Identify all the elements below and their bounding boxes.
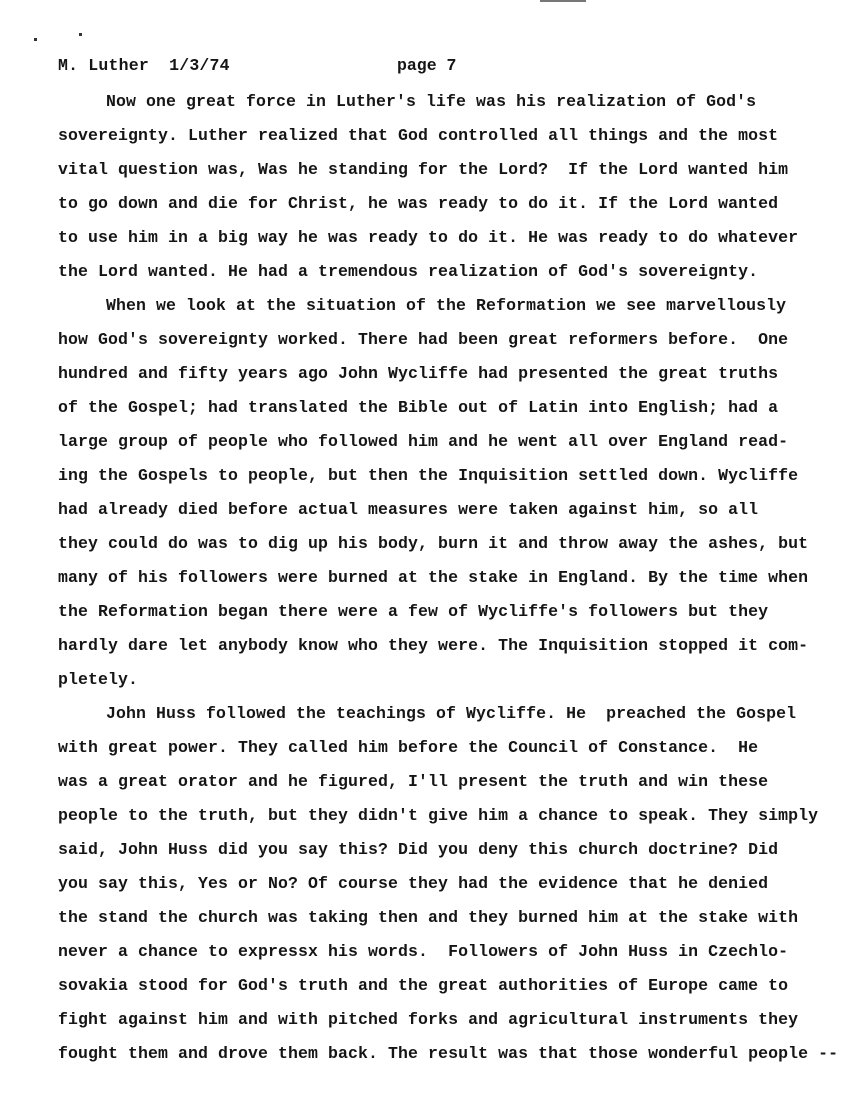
text-line: how God's sovereignty worked. There had been great reformers before. One (58, 330, 789, 349)
text-line: was a great orator and he figured, I'll present the truth and win these (58, 772, 769, 791)
scan-speck-right (79, 33, 82, 36)
text-line: with great power. They called him before the Council of Constance. He (58, 738, 759, 757)
text-line: you say this, Yes or No? Of course they had the evidence that he denied (58, 874, 769, 893)
text-line: sovereignty. Luther realized that God controlled all things and the most (58, 126, 779, 145)
text-line: many of his followers were burned at the stake in England. By the time when (58, 568, 809, 587)
text-line: sovakia stood for God's truth and the great authorities of Europe came to (58, 976, 789, 995)
scan-edge-mark (540, 0, 586, 2)
header-title: M. Luther 1/3/74 (58, 56, 230, 75)
text-line: fight against him and with pitched forks and agricultural instruments they (58, 1010, 799, 1029)
body-text (58, 90, 838, 1076)
text-line: ing the Gospels to people, but then the Inquisition settled down. Wycliffe (58, 466, 799, 485)
text-line: of the Gospel; had translated the Bible out of Latin into English; had a (58, 398, 779, 417)
text-line: to use him in a big way he was ready to do it. He was ready to do whatever (58, 228, 799, 247)
page-number: page 7 (397, 56, 457, 75)
text-line: Now one great force in Luther's life was his realization of God's (106, 92, 757, 111)
text-line: had already died before actual measures were taken against him, so all (58, 500, 759, 519)
text-line: hundred and fifty years ago John Wycliffe had presented the great truths (58, 364, 779, 383)
text-line: to go down and die for Christ, he was ready to do it. If the Lord wanted (58, 194, 779, 213)
text-line: fought them and drove them back. The result was that those wonderful people -- (58, 1044, 839, 1063)
text-line: large group of people who followed him and he went all over England read- (58, 432, 789, 451)
text-line: vital question was, Was he standing for the Lord? If the Lord wanted him (58, 160, 789, 179)
text-line: When we look at the situation of the Reformation we see marvellously (106, 296, 787, 315)
text-line: they could do was to dig up his body, burn it and throw away the ashes, but (58, 534, 809, 553)
text-line: John Huss followed the teachings of Wycliffe. He preached the Gospel (106, 704, 797, 723)
text-line: hardly dare let anybody know who they were. The Inquisition stopped it com- (58, 636, 809, 655)
text-line: said, John Huss did you say this? Did you deny this church doctrine? Did (58, 840, 779, 859)
scan-speck-left (34, 38, 37, 41)
text-line: the stand the church was taking then and they burned him at the stake with (58, 908, 799, 927)
text-line: the Lord wanted. He had a tremendous realization of God's sovereignty. (58, 262, 759, 281)
text-line: people to the truth, but they didn't give him a chance to speak. They simply (58, 806, 819, 825)
text-line: pletely. (58, 670, 139, 689)
text-line: never a chance to expressx his words. Followers of John Huss in Czechlo- (58, 942, 789, 961)
text-line: the Reformation began there were a few of Wycliffe's followers but they (58, 602, 769, 621)
